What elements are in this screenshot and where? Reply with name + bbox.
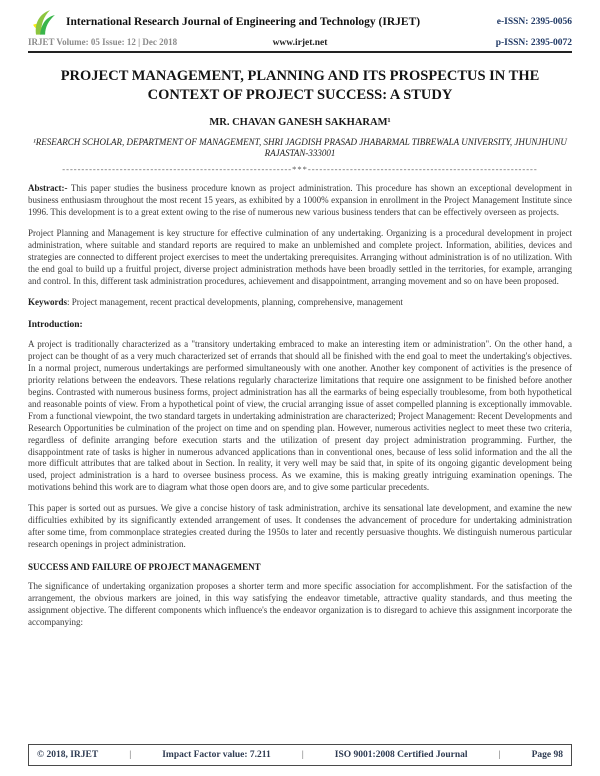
journal-header-bottom-row — [28, 37, 572, 48]
author-affiliation: ¹RESEARCH SCHOLAR, DEPARTMENT OF MANAGEMENT, SHRI JAGDISH PRASAD JHABARMAL TIBREWALA UNIVERSITY, JHUNJHUNU RAJASTAN-333001 — [33, 136, 567, 159]
paper-title: PROJECT MANAGEMENT, PLANNING AND ITS PROSPECTUS IN THE CONTEXT OF PROJECT SUCCESS: A STUDY — [60, 68, 540, 103]
journal-name: International Research Journal of Engineering and Technology (IRJET) — [66, 16, 421, 28]
footer-certification: ISO 9001:2008 Certified Journal — [334, 750, 468, 760]
keywords-text: : Project management, recent practical developments, planning, comprehensive, management — [67, 296, 403, 307]
e-issn-label: e-ISSN: 2395-0056 — [496, 17, 572, 27]
abstract-label: Abstract:- — [28, 183, 68, 194]
author-name: MR. CHAVAN GANESH SAKHARAM¹ — [209, 116, 391, 128]
introduction-paragraph: A project is traditionally characterized as a "transitory undertaking embraced to make an interesting item or administration". On the other hand, a project can be thought of as a very much characterized set of errands that should all be finished with the end goal to meet the undertaking's objectives. In a normal project, numerous undertakings are performed simultaneously with one another. Another key component of activities is the presence of priority relations between the endeavors. These relations regularly characterize limitations that require one assignment to be finished before another begins. Contrasted with numerous business forms, project administration has all the earmarks of being especially troublesome, from both hypothetical and reasonable points of view. From a hypothetical point of view, the crucial arranging issue of asset compelled planning is exceptionally immovable. From a functional viewpoint, the two standard targets in undertaking administration are characterized; Project Management: Recent Developments and Research Opportunities be culmination of the project on time and on spending plan. However, numerous activities neglect to meet these two criteria, regardless of definite arranging before execution starts and the utilization of present day project administration programming. Further, the disappointment rate of tasks is higher in numerous advanced applications than in conventional ones, because of less solid information and the all the more difficult attributes that are talked about in Section. In reality, it very well may be said that, in spite of its ongoing gigantic development being used, project administration is a hard to oversee business process. As we examine, this is making greatly intriguing examination openings. The motivations behind this work are to diagram what those open doors are, and to give some particular precedents. — [28, 338, 572, 493]
page-footer — [28, 744, 572, 766]
footer-copyright: © 2018, IRJET — [37, 750, 99, 760]
journal-header — [28, 8, 572, 53]
abstract-text: This paper studies the business procedure known as project administration. This procedure has shown an exceptional development in business enthusiasm throughout the most recent 15 years, as exhibited by a 1000% expansion in enrollment in the Project Management Institute since 1996. This development is to a great extent owing to the rise of numerous new various business tenders that can be effectively overseen as projects. — [28, 183, 572, 217]
success-failure-heading: SUCCESS AND FAILURE OF PROJECT MANAGEMENT — [28, 562, 261, 573]
abstract-paragraph — [28, 183, 572, 219]
footer-page-number: Page 98 — [531, 750, 563, 760]
footer-divider: | — [498, 750, 501, 760]
footer-impact-factor: Impact Factor value: 7.211 — [162, 750, 271, 760]
p-issn-label: p-ISSN: 2395-0072 — [495, 38, 572, 48]
keywords-paragraph — [28, 297, 572, 309]
journal-header-top-row — [28, 8, 572, 36]
success-paragraph: The significance of undertaking organization proposes a shorter term and more specific association for accomplishment. For the satisfaction of the arrangement, the obvious markers are joined, in this way satisfying the endeavor timetable, attractive quality standards, and thus meeting the assignment objective. The different components which influence's the endeavor organization is to disregard to achieve this assignment incorporate the accompanying: — [28, 581, 572, 628]
footer-divider: | — [301, 750, 304, 760]
planning-paragraph: Project Planning and Management is key structure for effective culmination of any undertaking. Organizing is a procedural development in project administration, where suitable and standard reports are required to make an unblemished and complete project. Information, abilities, devices and strategies are connected to different project exercises to meet the undertaking prerequisites. Arranging without administration is of no utilization. With the end goal to build up a fruitful project, diverse project administration methods have been broadly settled in the territories, for example, arranging and control. In this, different task administration procedures, achievement and disappointment, arranging movement and so on have been proposed. — [28, 227, 572, 286]
outline-paragraph: This paper is sorted out as pursues. We give a concise history of task administration, archive its sensational late development, and examine the new difficulties exhibited by its significantly extended arrangement of uses. It condenses the advancement of procedure for undertaking administration after some time, from commonplace strategies created during the 1950s to later and recently persuasive thoughts. We distinguish numerous particular research openings in project administration. — [28, 503, 572, 550]
irjet-logo-icon — [28, 8, 58, 36]
website-link[interactable]: www.irjet.net — [272, 38, 328, 48]
footer-divider: | — [129, 750, 132, 760]
introduction-heading: Introduction: — [28, 319, 83, 330]
section-separator: ------------------------------------------------------------***------------------------------------------------------------ — [62, 164, 538, 175]
volume-issue-label: IRJET Volume: 05 Issue: 12 | Dec 2018 — [28, 37, 178, 47]
keywords-label: Keywords — [28, 296, 67, 307]
